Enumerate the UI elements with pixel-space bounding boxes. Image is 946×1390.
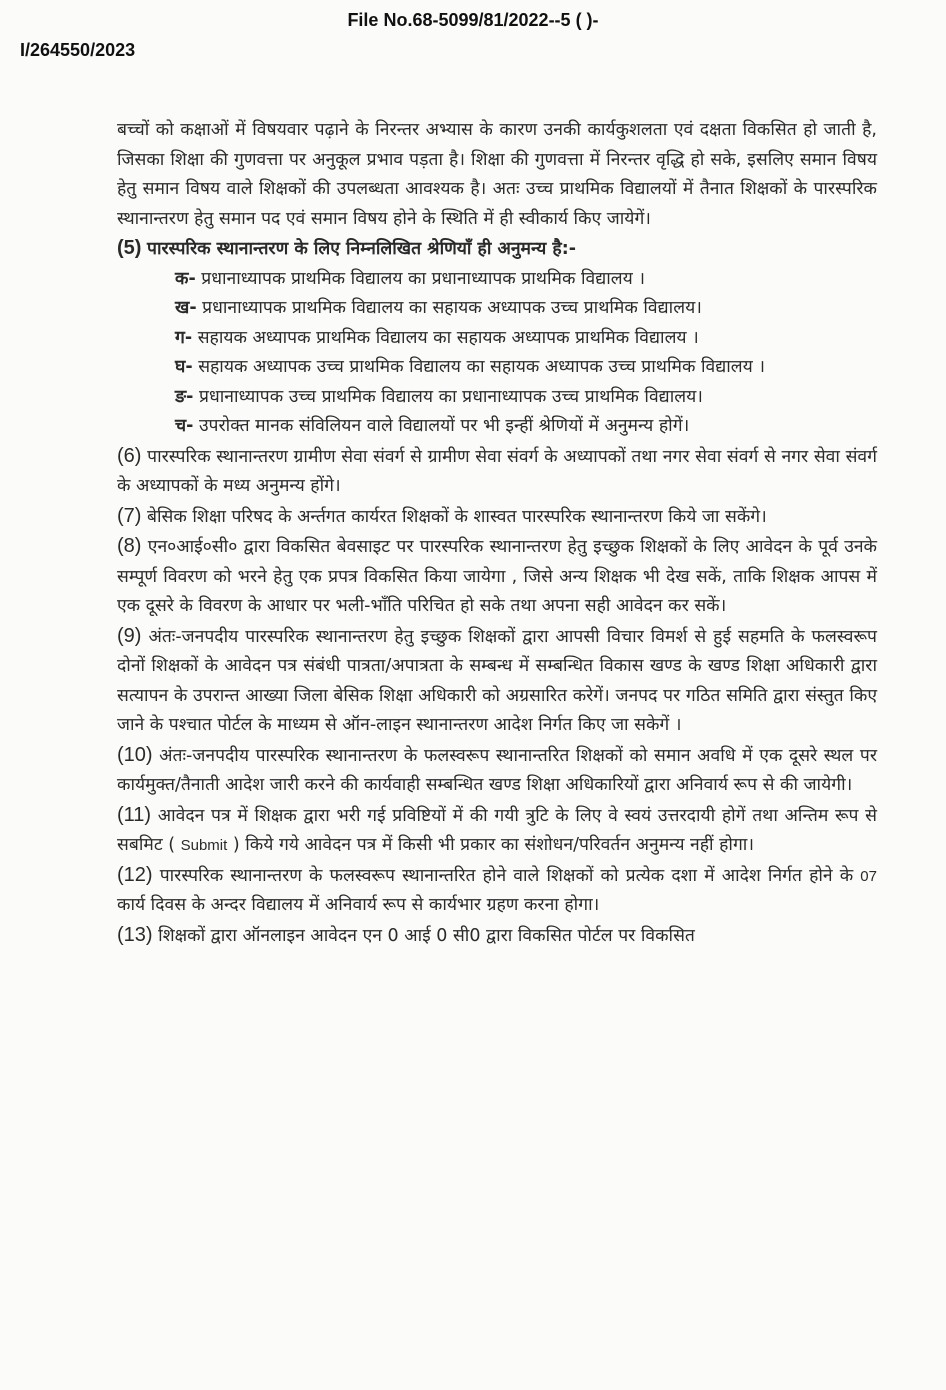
section-12 [117, 861, 877, 921]
category-text: सहायक अध्यापक प्राथमिक विद्यालय का सहायक अध्यापक प्राथमिक विद्यालय । [197, 327, 699, 348]
category-text: उपरोक्त मानक संविलियन वाले विद्यालयों पर भी इन्हीं श्रेणियों में अनुमन्य होगें। [198, 416, 690, 436]
section-heading-text: पारस्परिक स्थानान्तरण के लिए निम्नलिखित श्रेणियाँ ही अनुमन्य है:- [147, 239, 576, 259]
section-5-heading [117, 234, 877, 265]
category-key: ग- [175, 327, 193, 348]
section-number: (8) [117, 535, 142, 557]
category-key: ङ- [175, 386, 194, 407]
section-6 [117, 442, 877, 502]
category-item-ga [117, 324, 877, 354]
category-item-cha [117, 412, 877, 442]
section-number: (12) [117, 863, 153, 886]
section-text-part-b: कार्य दिवस के अन्दर विद्यालय में अनिवार्य रूप से कार्यभार ग्रहण करना होगा। [117, 895, 600, 915]
section-text: एन०आई०सी० द्वारा विकसित बेवसाइट पर पारस्परिक स्थानान्तरण हेतु इच्छुक शिक्षकों के लिए आवेदन के पूर्व उनके सम्पूर्ण विवरण को भरने हेतु एक प्रपत्र विकसित किया जायेगा , जिसे अन्य शिक्षक भी देख सकें, ताकि शिक्षक आपस में एक दूसरे के विवरण के आधार पर भली-भाँति परिचित हो सके तथा अपना सही आवेदन कर सकें। [117, 537, 877, 616]
section-9 [117, 622, 877, 741]
section-13 [117, 921, 877, 952]
section-number: (13) [117, 923, 153, 946]
category-text: प्रधानाध्यापक प्राथमिक विद्यालय का प्रधानाध्यापक प्राथमिक विद्यालय । [201, 268, 645, 289]
category-key: च- [175, 416, 194, 436]
section-number: (10) [117, 743, 153, 766]
section-number: (11) [117, 803, 152, 826]
section-text: पारस्परिक स्थानान्तरण ग्रामीण सेवा संवर्ग से ग्रामीण सेवा संवर्ग के अध्यापकों तथा नगर सेवा संवर्ग से नगर सेवा संवर्ग के अध्यापकों के मध्य अनुमन्य होंगे। [117, 446, 877, 496]
intro-paragraph: बच्चों को कक्षाओं में विषयवार पढ़ाने के निरन्तर अभ्यास के कारण उनकी कार्यकुशलता एवं दक्षता विकसित हो जाती है, जिसका शिक्षा की गुणवत्ता पर अनुकूल प्रभाव पड़ता है। शिक्षा की गुणवत्ता में निरन्तर वृद्धि हो सके, इसलिए समान विषय हेतु समान विषय वाले शिक्षकों की उपलब्धता आवश्यक है। अतः उच्च प्राथमिक विद्यालयों में तैनात शिक्षकों के पारस्परिक स्थानान्तरण हेतु समान पद एवं समान विषय होने के स्थिति में ही स्वीकार्य किए जायेगें। [117, 120, 877, 229]
category-text: प्रधानाध्यापक उच्च प्राथमिक विद्यालय का प्रधानाध्यापक उच्च प्राथमिक विद्यालय। [199, 386, 703, 407]
section-text-part-a: पारस्परिक स्थानान्तरण के फलस्वरूप स्थानान्तरित होने वाले शिक्षकों को प्रत्येक दशा में आदेश निर्गत होने के [159, 865, 854, 886]
section-text-part-a: आवेदन पत्र में शिक्षक द्वारा भरी गई प्रविष्टियों में की गयी त्रुटि के लिए वे स्वयं उत्तरदायी होगें तथा अन्तिम रूप से सबमिट ( [117, 805, 877, 855]
section-text: अंतः-जनपदीय पारस्परिक स्थानान्तरण हेतु इच्छुक शिक्षकों द्वारा आपसी विचार विमर्श से हुई सहमति के फलस्वरूप दोनों शिक्षकों के आवेदन पत्र संबंधी पात्रता/अपात्रता के सम्बन्ध में सम्बन्धित विकास खण्ड के खण्ड शिक्षा अधिकारी द्वारा सत्यापन के उपरान्त आख्या जिला बेसिक शिक्षा अधिकारी को अग्रसारित करेगें। जनपद पर गठित समिति द्वारा संस्तुत किए जाने के पश्चात पोर्टल के माध्यम से ऑन-लाइन स्थानान्तरण आदेश निर्गत किए जा सकेगें । [117, 626, 877, 735]
section-number: (7) [117, 504, 142, 527]
category-item-nga [117, 383, 877, 413]
document-body [117, 116, 877, 951]
section-number: (5) [117, 237, 142, 259]
section-text: बेसिक शिक्षा परिषद के अर्न्तगत कार्यरत शिक्षकों के शास्वत पारस्परिक स्थानान्तरण किये जा सकेंगे। [147, 506, 767, 527]
section-7 [117, 502, 877, 533]
category-key: क- [175, 268, 196, 289]
section-number: (6) [117, 444, 142, 467]
section-11 [117, 801, 877, 861]
category-key: घ- [175, 357, 193, 377]
category-item-kha [117, 294, 877, 324]
section-text: अंतः-जनपदीय पारस्परिक स्थानान्तरण के फलस्वरूप स्थानान्तरित शिक्षकों को समान अवधि में एक दूसरे स्थल पर कार्यमुक्त/तैनाती आदेश जारी करने की कार्यवाही सम्बन्धित खण्ड शिक्षा अधिकारियों द्वारा अनिवार्य रूप से की जायेगी। [117, 745, 877, 795]
section-number: (9) [117, 624, 142, 647]
document-id: I/264550/2023 [20, 40, 136, 60]
category-key: ख- [175, 298, 197, 318]
submit-term: Submit [180, 837, 228, 854]
category-text: सहायक अध्यापक उच्च प्राथमिक विद्यालय का सहायक अध्यापक उच्च प्राथमिक विद्यालय । [198, 357, 765, 377]
section-text: शिक्षकों द्वारा ऑनलाइन आवेदन एन 0 आई 0 सी0 द्वारा विकसित पोर्टल पर विकसित [158, 925, 695, 946]
working-days-count: 07 [860, 867, 877, 885]
section-8 [117, 532, 877, 622]
category-text: प्रधानाध्यापक प्राथमिक विद्यालय का सहायक अध्यापक उच्च प्राथमिक विद्यालय। [202, 298, 702, 318]
section-10 [117, 741, 877, 801]
section-text-part-b: ) किये गये आवेदन पत्र में किसी भी प्रकार का संशोधन/परिवर्तन अनुमन्य नहीं होगा। [232, 835, 754, 855]
category-item-ka [117, 265, 877, 295]
category-item-gha [117, 353, 877, 383]
file-number: File No.68-5099/81/2022--5 ( )- [347, 10, 599, 30]
